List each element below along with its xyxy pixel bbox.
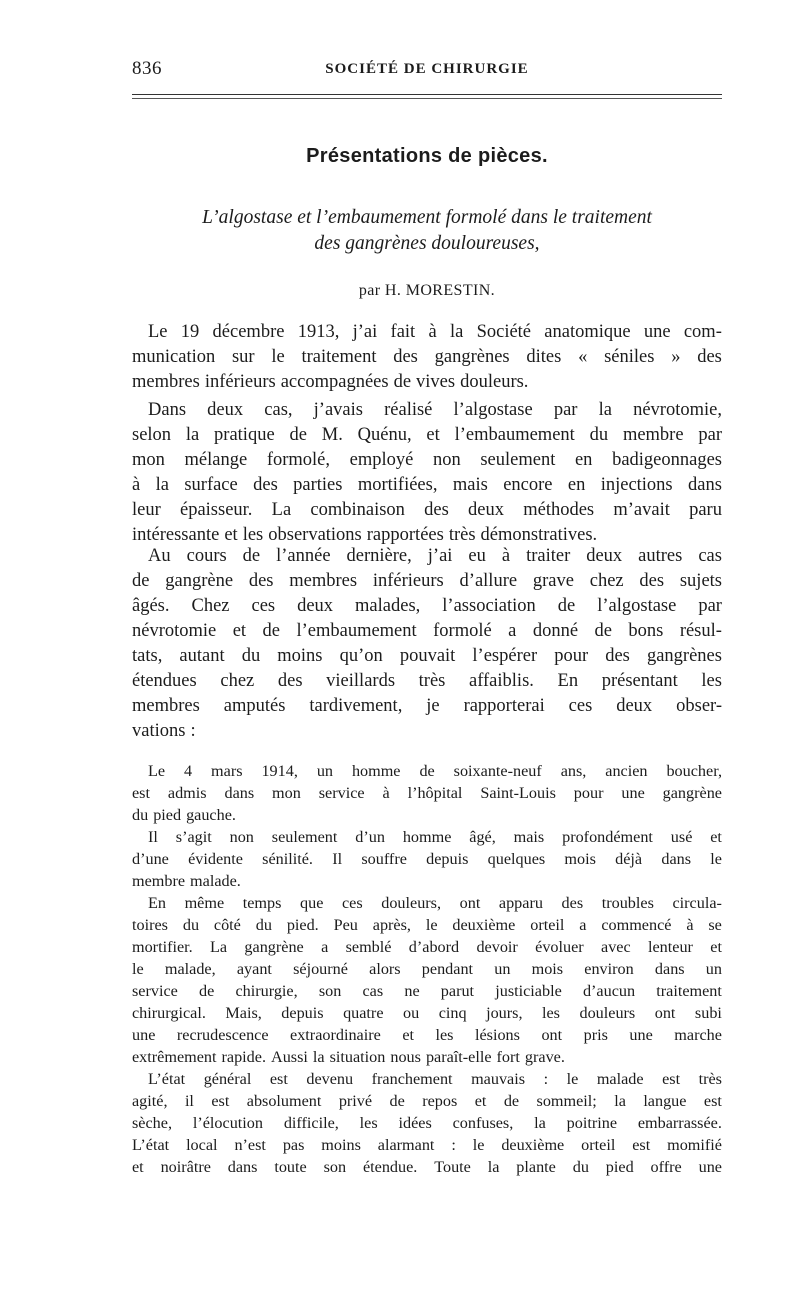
- text-line: En même temps que ces douleurs, ont apparu des troubles circula-: [148, 894, 722, 912]
- text-line: et noirâtre dans toute son étendue. Toute la plante du pied offre une: [132, 1158, 722, 1176]
- running-title: SOCIÉTÉ DE CHIRURGIE: [325, 61, 529, 77]
- text-line: toires du côté du pied. Peu après, le deuxième orteil a commencé à se: [132, 916, 722, 934]
- text-line: vations :: [132, 721, 196, 741]
- text-line: Il s’agit non seulement d’un homme âgé, mais profondément usé et: [148, 828, 722, 846]
- text-line: mortifier. La gangrène a semblé d’abord devoir évoluer avec lenteur et: [132, 938, 722, 956]
- text-line: Au cours de l’année dernière, j’ai eu à traiter deux autres cas: [148, 546, 722, 566]
- text-line: leur épaisseur. La combinaison des deux méthodes m’avait paru: [132, 500, 722, 520]
- article-title-line-1: L’algostase et l’embaumement formolé dans le traitement: [202, 207, 652, 228]
- text-line: selon la pratique de M. Quénu, et l’embaumement du membre par: [132, 425, 722, 445]
- article-title-line-2: des gangrènes douloureuses,: [314, 233, 540, 254]
- text-line: de gangrène des membres inférieurs d’allure grave chez des sujets: [132, 571, 722, 591]
- text-line: est admis dans mon service à l’hôpital Saint-Louis pour une gangrène: [132, 784, 722, 802]
- text-line: L’état général est devenu franchement mauvais : le malade est très: [148, 1070, 722, 1088]
- text-line: service de chirurgie, son cas ne parut justiciable d’aucun traitement: [132, 982, 722, 1000]
- text-line: d’une évidente sénilité. Il souffre depuis quelques mois déjà dans le: [132, 850, 722, 868]
- text-line: névrotomie et de l’embaumement formolé a donné de bons résul-: [132, 621, 722, 641]
- text-line: chirurgical. Mais, depuis quatre ou cinq jours, les douleurs ont subi: [132, 1004, 722, 1022]
- text-line: âgés. Chez ces deux malades, l’association de l’algostase par: [132, 596, 722, 616]
- text-line: le malade, ayant séjourné alors pendant un mois environ dans un: [132, 960, 722, 978]
- section-title: Présentations de pièces.: [306, 145, 548, 167]
- text-line: à la surface des parties mortifiées, mais encore en injections dans: [132, 475, 722, 495]
- text-line: membres inférieurs accompagnées de vives douleurs.: [132, 372, 529, 392]
- page-header: [132, 58, 722, 86]
- text-line: Le 4 mars 1914, un homme de soixante-neuf ans, ancien boucher,: [148, 762, 722, 780]
- text-line: Le 19 décembre 1913, j’ai fait à la Société anatomique une com-: [148, 322, 722, 342]
- text-line: L’état local n’est pas moins alarmant : le deuxième orteil est momifié: [132, 1136, 722, 1154]
- text-line: membres amputés tardivement, je rapporterai ces deux obser-: [132, 696, 722, 716]
- text-line: tats, autant du moins qu’on pouvait l’espérer pour des gangrènes: [132, 646, 722, 666]
- text-line: sèche, l’élocution difficile, les idées confuses, la poitrine embarrassée.: [132, 1114, 722, 1132]
- article-title: [132, 205, 722, 257]
- header-rule-bottom: [132, 98, 722, 99]
- author-byline: par H. MORESTIN.: [358, 282, 496, 299]
- text-line: membre malade.: [132, 872, 241, 890]
- header-rule-top: [132, 94, 722, 95]
- text-line: une recrudescence extraordinaire et les lésions ont pris une marche: [132, 1026, 722, 1044]
- text-line: étendues chez des vieillards très affaiblis. En présentant les: [132, 671, 722, 691]
- text-line: intéressante et les observations rapportées très démonstratives.: [132, 525, 598, 545]
- text-line: munication sur le traitement des gangrènes dites « séniles » des: [132, 347, 722, 367]
- text-line: du pied gauche.: [132, 806, 236, 824]
- text-line: extrêmement rapide. Aussi la situation nous paraît-elle fort grave.: [132, 1048, 565, 1066]
- text-line: Dans deux cas, j’avais réalisé l’algostase par la névrotomie,: [148, 400, 722, 420]
- text-line: mon mélange formolé, employé non seulement en badigeonnages: [132, 450, 722, 470]
- page-number: 836: [132, 58, 162, 79]
- text-line: agité, il est absolument privé de repos et de sommeil; la langue est: [132, 1092, 722, 1110]
